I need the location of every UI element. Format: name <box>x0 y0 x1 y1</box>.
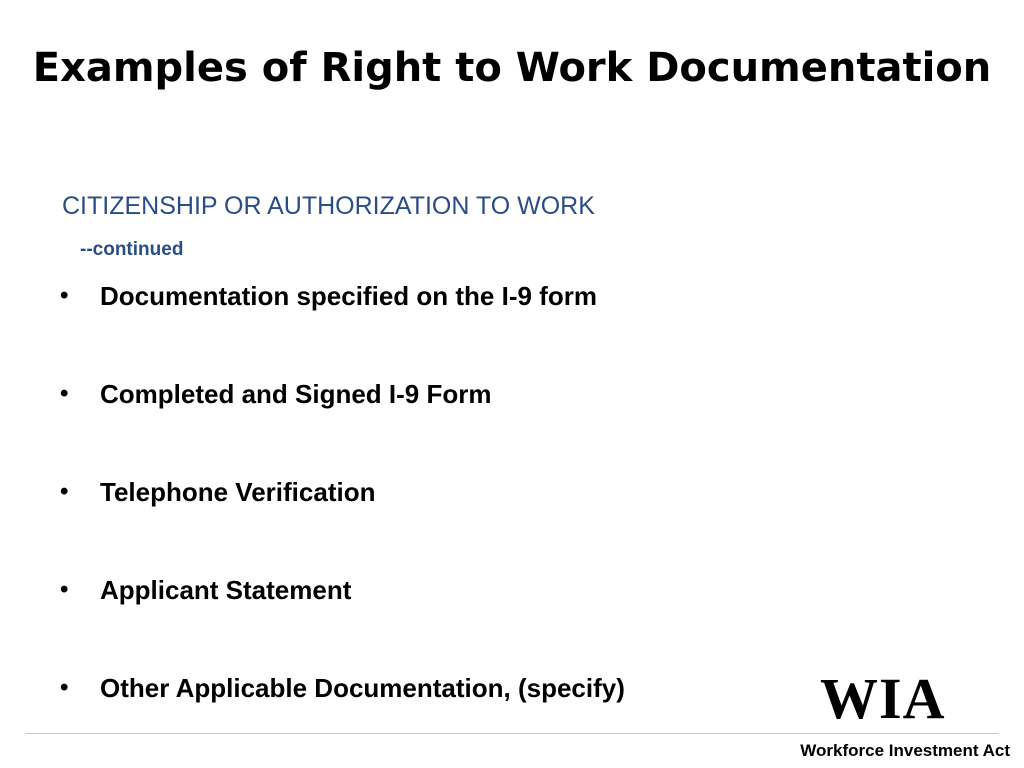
footer-label: Workforce Investment Act <box>800 741 1010 760</box>
wia-logo: WIA <box>820 666 946 731</box>
bullet-item <box>60 670 625 768</box>
bullet-text: Completed and Signed I-9 Form <box>100 379 492 409</box>
bullet-icon: • <box>60 674 69 701</box>
bullet-icon: • <box>60 282 69 309</box>
bullet-icon: • <box>60 380 69 407</box>
slide-title: Examples of Right to Work Documentation <box>32 45 992 91</box>
bullet-item <box>60 376 625 474</box>
section-heading: CITIZENSHIP OR AUTHORIZATION TO WORK <box>62 192 595 220</box>
bullet-item <box>60 572 625 670</box>
bullet-text: Documentation specified on the I-9 form <box>100 281 597 311</box>
bullet-list <box>60 278 625 768</box>
bullet-text: Other Applicable Documentation, (specify) <box>100 673 625 703</box>
footer-divider <box>26 733 998 734</box>
continued-label: --continued <box>80 239 184 260</box>
bullet-item <box>60 474 625 572</box>
bullet-icon: • <box>60 576 69 603</box>
bullet-text: Telephone Verification <box>100 477 376 507</box>
bullet-text: Applicant Statement <box>100 575 352 605</box>
bullet-item <box>60 278 625 376</box>
bullet-icon: • <box>60 478 69 505</box>
